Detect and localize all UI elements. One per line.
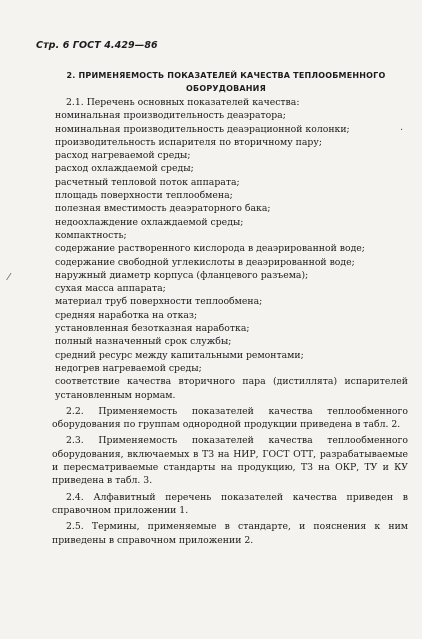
list-item: содержание растворенного кислорода в деаэрированной воде; [55,243,365,255]
list-item: полный назначенный срок службы; [55,336,232,348]
list-item: сухая масса аппарата; [55,283,166,295]
list-item: расчетный тепловой поток аппарата; [55,176,240,188]
paragraph-2-5: 2.5. Термины, применяемые в стандарте, и пояснения к ним приведены в справочном приложении 2. [52,521,408,546]
list-item: недогрев нагреваемой среды; [55,362,202,374]
list-item: номинальная производительность деаэратора; [55,110,286,122]
margin-mark: · [400,125,404,136]
paragraph-2-4: 2.4. Алфавитный перечень показателей качества приведен в справочном приложении 1. [52,491,408,516]
list-item: материал труб поверхности теплообмена; [55,296,263,308]
margin-mark: ⁄ [8,272,10,283]
section-title-line-2: ОБОРУДОВАНИЯ [186,84,266,93]
list-item: номинальная производительность деаэрационной колонки; [55,123,350,135]
list-item: производительность испарителя по вторичному пару; [55,136,322,148]
list-item: расход охлаждаемой среды; [55,163,194,175]
list-item: расход нагреваемой среды; [55,150,191,162]
list-intro: 2.1. Перечень основных показателей качества: [66,97,300,108]
list-item: полезная вместимость деаэраторного бака; [55,203,271,215]
paragraph-2-2: 2.2. Применяемость показателей качества теплообменного оборудования по группам однородной продукции приведена в табл. 2. [52,405,408,431]
section-title-line-1: 2. ПРИМЕНЯЕМОСТЬ ПОКАЗАТЕЛЕЙ КАЧЕСТВА ТЕПЛООБМЕННОГО [66,71,386,80]
page-header: Стр. 6 ГОСТ 4.429—86 [36,40,158,51]
list-item: установленная безотказная наработка; [55,323,250,335]
document-body [52,96,408,547]
list-item: наружный диаметр корпуса (фланцевого разъема); [55,269,309,281]
list-item: компактность; [55,229,127,241]
list-item: площадь поверхности теплообмена; [55,190,233,202]
list-item: средняя наработка на отказ; [55,309,198,321]
list-item: недоохлаждение охлаждаемой среды; [55,216,244,228]
list-item: средний ресурс между капитальными ремонтами; [55,349,304,361]
list-item-last: соответствие качества вторичного пара (дистиллята) испарителей установленным нормам. [55,376,408,401]
paragraph-2-3: 2.3. Применяемость показателей качества теплообменного оборудования, включаемых в ТЗ на НИР, ГОСТ ОТТ, разрабатываемые и пересматриваемые стандарты на продукцию, ТЗ на ОКР, ТУ и КУ приведена в табл. 3. [52,435,408,487]
section-title [66,69,386,95]
list-item: содержание свободной углекислоты в деаэрированной воде; [55,256,355,268]
